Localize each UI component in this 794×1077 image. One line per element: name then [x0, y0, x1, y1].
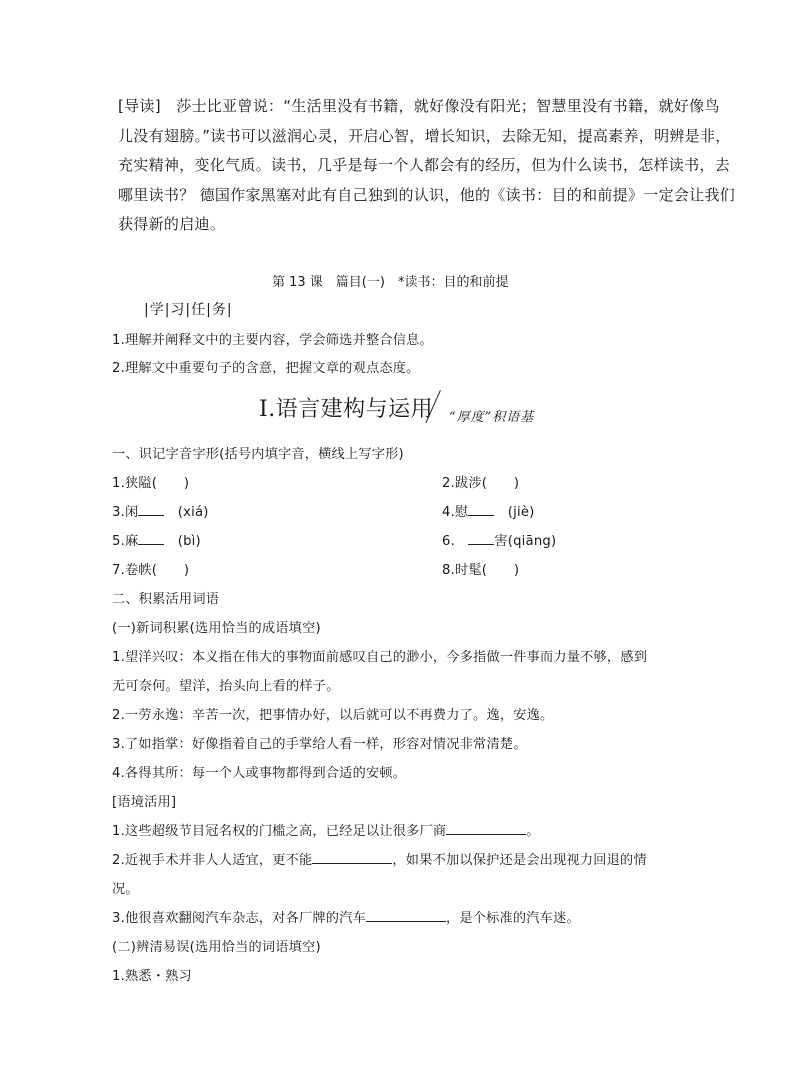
- context-label: [语境活用]: [112, 795, 177, 810]
- tasks-label: |学|习|任|务|: [144, 302, 233, 318]
- intro-line: 儿没有翅膀。”读书可以滋润心灵，开启心智，增长知识，去除无知，提高素养，明辨是非，: [118, 127, 731, 145]
- item-text: 5.麻: [112, 534, 139, 549]
- item-pinyin: 害(qiāng): [494, 534, 557, 549]
- definition-line: 1.望洋兴叹：本义指在伟大的事物面前感叹自己的渺小，今多指做一件事而力量不够，感到: [112, 650, 648, 665]
- item-pinyin: (xiá): [164, 505, 209, 520]
- intro-line: 哪里读书？ 德国作家黑塞对此有自己独到的认识，他的《读书：目的和前提》一定会让我们: [118, 186, 736, 204]
- context-item-continued: 况。: [112, 882, 139, 897]
- context-text: 2.近视手术并非人人适宜，更不能: [112, 853, 313, 868]
- context-text: ，是个标准的汽车迷。: [445, 911, 580, 926]
- word-pair: 1.熟悉・熟习: [112, 969, 192, 984]
- writing-item: [442, 501, 535, 520]
- definition-line: 无可奈何。望洋，抬头向上看的样子。: [112, 679, 340, 694]
- task-item: 2.理解文中重要句子的含意，把握文章的观点态度。: [112, 361, 420, 376]
- part1-heading: 一、识记字音字形(括号内填字音，横线上写字形): [112, 447, 404, 462]
- item-pinyin: (bì): [164, 534, 201, 549]
- definition-line: 2.一劳永逸：辛苦一次，把事情办好，以后就可以不再费力了。逸，安逸。: [112, 708, 554, 723]
- item-pinyin: (jiè): [494, 505, 535, 520]
- section-title: Ⅰ.语言建构与运用: [259, 397, 434, 422]
- context-text: 1.这些超级节目冠名权的门槛之高，已经足以让很多厂商: [112, 824, 447, 839]
- answer-blank[interactable]: [138, 503, 164, 516]
- lesson-title: 第 13 课 篇目(一) *读书：目的和前提: [272, 275, 509, 290]
- subsection-heading: (一)新词积累(选用恰当的成语填空): [112, 621, 321, 636]
- definition-line: 4.各得其所：每一个人或事物都得到合适的安顿。: [112, 766, 407, 781]
- answer-blank[interactable]: [138, 532, 164, 545]
- pinyin-item: 2.跋涉( ): [442, 476, 520, 491]
- context-text: 3.他很喜欢翻阅汽车杂志，对各厂牌的汽车: [112, 911, 366, 926]
- intro-line: 充实精神，变化气质。读书，几乎是每一个人都会有的经历，但为什么读书，怎样读书，去: [118, 156, 731, 174]
- context-item: [112, 907, 580, 926]
- section-subtitle: “厚度”积语基: [449, 410, 535, 425]
- pinyin-item: 1.狭隘( ): [112, 476, 190, 491]
- context-text: ，如果不加以保护还是会出现视力回退的情: [392, 853, 647, 868]
- writing-item: [442, 530, 556, 549]
- section-banner: [259, 392, 559, 426]
- item-text: 3.闲: [112, 505, 139, 520]
- context-text: 。: [526, 824, 540, 839]
- item-text: 4.慰: [442, 505, 469, 520]
- answer-blank[interactable]: [468, 503, 494, 516]
- answer-blank[interactable]: [366, 909, 446, 922]
- part2-heading: 二、积累活用词语: [112, 592, 220, 607]
- writing-item: [112, 501, 209, 520]
- subsection-heading: (二)辨清易误(选用恰当的词语填空): [112, 940, 321, 955]
- task-item: 1.理解并阐释文中的主要内容，学会筛选并整合信息。: [112, 333, 433, 348]
- context-item: [112, 849, 647, 868]
- definition-line: 3.了如指掌：好像指着自己的手掌给人看一样，形容对情况非常清楚。: [112, 737, 527, 752]
- answer-blank[interactable]: [312, 851, 392, 864]
- answer-blank[interactable]: [446, 822, 526, 835]
- intro-line: [导读] 莎士比亚曾说：“生活里没有书籍，就好像没有阳光；智慧里没有书籍，就好像鸟: [118, 97, 720, 115]
- pinyin-item: 8.时髦( ): [442, 563, 520, 578]
- writing-item: [112, 530, 201, 549]
- context-item: [112, 820, 540, 839]
- pinyin-item: 7.卷帙( ): [112, 563, 190, 578]
- intro-line: 获得新的启迪。: [118, 215, 226, 233]
- item-text: 6.: [442, 534, 469, 549]
- answer-blank[interactable]: [468, 532, 494, 545]
